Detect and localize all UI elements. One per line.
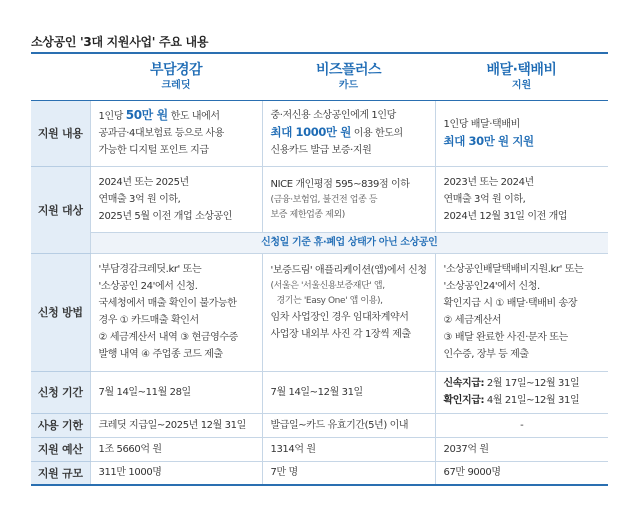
table-row-usage [31, 413, 608, 437]
cell-method-credit: '부담경감크레딧.kr' 또는 '소상공인 24'에서 신청. 국세청에서 매출 확인이 불가능한 경우 ① 카드매출 확인서 ② 세금계산서 내역 ③ 현금영수증 발행 내역 ④ 주업종 코드 제출 [90, 253, 262, 371]
cell-scale-bizplus: 7만 명 [262, 461, 435, 485]
cell-budget-bizplus: 1314억 원 [262, 437, 435, 461]
cell-content-delivery: 1인당 배달·택배비 최대 30만 원 지원 [435, 100, 608, 166]
cell-budget-credit: 1조 5660억 원 [90, 437, 262, 461]
table-row-budget [31, 437, 608, 461]
table-header-row [31, 53, 608, 100]
cell-usage-delivery: - [435, 413, 608, 437]
table-row-method [31, 253, 608, 371]
cell-period-credit: 7월 14일~11월 28일 [90, 371, 262, 413]
cell-content-bizplus: 중·저신용 소상공인에게 1인당 최대 1000만 원 이용 한도의 신용카드 발급 보증·지원 [262, 100, 435, 166]
cell-content-credit: 1인당 50만 원 한도 내에서 공과금·4대보험료 등으로 사용 가능한 디지털 포인트 지급 [90, 100, 262, 166]
cell-target-delivery: 2023년 또는 2024년 연매출 3억 원 이하, 2024년 12월 31일 이전 개업 [435, 166, 608, 232]
table-row-note [31, 232, 608, 253]
table-row-content [31, 100, 608, 166]
cell-method-delivery: '소상공인배달택배비지원.kr' 또는 '소상공인24'에서 신청. 확인지급 시 ① 배달·택배비 송장 ② 세금계산서 ③ 배달 완료한 사진·문자 또는 인수증, 장부 등 제출 [435, 253, 608, 371]
table-row-scale [31, 461, 608, 485]
cell-period-bizplus: 7월 14일~12월 31일 [262, 371, 435, 413]
cell-budget-delivery: 2037억 원 [435, 437, 608, 461]
row-label-target: 지원 대상 [31, 166, 90, 253]
row-label-method: 신청 방법 [31, 253, 90, 371]
header-empty-cell [31, 53, 90, 100]
table-row-period [31, 371, 608, 413]
cell-scale-credit: 311만 1000명 [90, 461, 262, 485]
table-row-target [31, 166, 608, 232]
cell-target-credit: 2024년 또는 2025년 연매출 3억 원 이하, 2025년 5월 이전 개업 소상공인 [90, 166, 262, 232]
cell-usage-bizplus: 발급일~카드 유효기간(5년) 이내 [262, 413, 435, 437]
cell-target-bizplus: NICE 개인평점 595~839점 이하 (금융·보험업, 불건전 업종 등 보증 제한업종 제외) [262, 166, 435, 232]
support-programs-table [31, 52, 608, 486]
row-label-usage: 사용 기한 [31, 413, 90, 437]
page-title: 소상공인 '3대 지원사업' 주요 내용 [31, 35, 209, 49]
cell-scale-delivery: 67만 9000명 [435, 461, 608, 485]
cell-method-bizplus: '보증드림' 애플리케이션(앱)에서 신청 (서울은 '서울신용보증재단' 앱, 경기는 'Easy One' 앱 이용), 임차 사업장인 경우 임대차계약서 사업장 내외부 사진 각 1장씩 제출 [262, 253, 435, 371]
row-label-content: 지원 내용 [31, 100, 90, 166]
cell-usage-credit: 크레딧 지급일~2025년 12월 31일 [90, 413, 262, 437]
common-eligibility-note: 신청일 기준 휴·폐업 상태가 아닌 소상공인 [90, 232, 608, 253]
column-header-delivery: 배달·택배비 지원 [435, 53, 608, 100]
row-label-budget: 지원 예산 [31, 437, 90, 461]
column-header-bizplus: 비즈플러스 카드 [262, 53, 435, 100]
column-header-credit: 부담경감 크레딧 [90, 53, 262, 100]
row-label-scale: 지원 규모 [31, 461, 90, 485]
cell-period-delivery: 신속지급: 2월 17일~12월 31일 확인지급: 4월 21일~12월 31일 [435, 371, 608, 413]
row-label-period: 신청 기간 [31, 371, 90, 413]
